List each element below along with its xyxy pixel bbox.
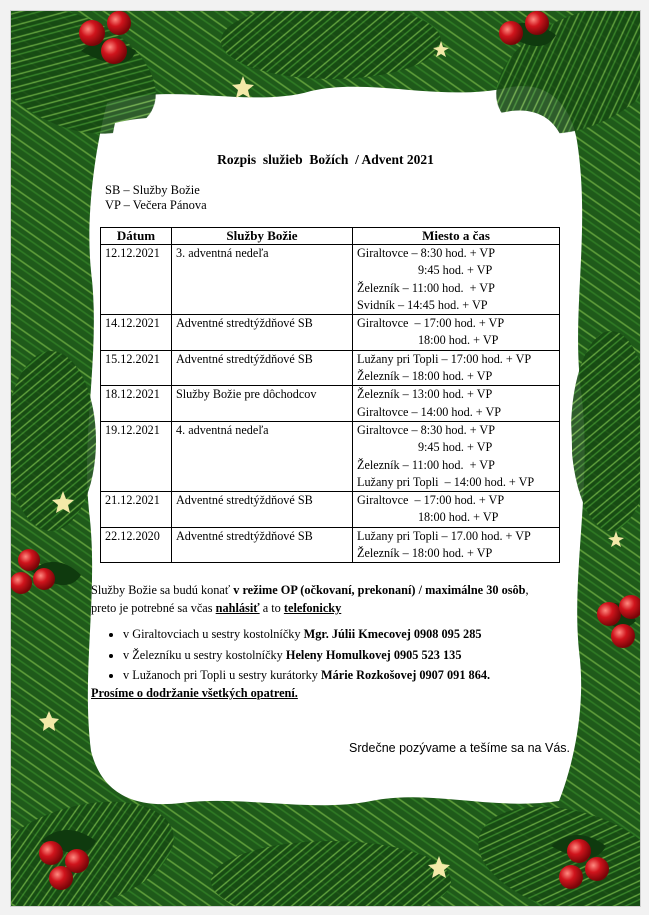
place-time-line: 9:45 hod. + VP [357, 263, 493, 278]
date-cell: 14.12.2021 [101, 315, 172, 351]
service-cell: Adventné stredtýždňové SB [172, 492, 353, 528]
table-row [101, 492, 560, 528]
date-cell: 22.12.2020 [101, 527, 172, 563]
table-row [101, 386, 560, 422]
table-row [101, 527, 560, 563]
date-cell: 12.12.2021 [101, 245, 172, 315]
date-cell: 19.12.2021 [101, 421, 172, 491]
service-cell: 4. adventná nedeľa [172, 421, 353, 491]
contact-location: v Giraltovciach u sestry kostolníčky [123, 627, 304, 641]
place-time-line: Lužany pri Topli – 17.00 hod. + VP [357, 528, 531, 543]
place-time-line: 9:45 hod. + VP [357, 440, 493, 455]
place-time-line: Giraltovce – 14:00 hod. + VP [357, 404, 502, 419]
date-cell: 15.12.2021 [101, 350, 172, 386]
column-header-place-time: Miesto a čas [353, 228, 560, 245]
place-time-cell [353, 386, 560, 422]
place-time-cell [353, 350, 560, 386]
place-time-line: Giraltovce – 17:00 hod. + VP [357, 493, 505, 508]
column-header-service: Služby Božie [172, 228, 353, 245]
place-time-line: Železník – 13:00 hod. + VP [357, 387, 493, 402]
contact-name-phone: Mgr. Júlii Kmecovej 0908 095 285 [303, 627, 482, 641]
service-cell: Adventné stredtýždňové SB [172, 315, 353, 351]
document-page [10, 10, 641, 907]
place-time-line: 18:00 hod. + VP [357, 333, 499, 348]
list-item [123, 665, 490, 686]
invitation: Srdečne pozývame a tešíme sa na Vás. [349, 741, 570, 755]
place-time-line: Železník – 11:00 hod. + VP [357, 280, 495, 295]
place-time-line: Svidník – 14:45 hod. + VP [357, 297, 488, 312]
contact-list [91, 624, 490, 686]
notice-text: preto je potrebné sa včas [91, 601, 216, 615]
table-row [101, 315, 560, 351]
table-header-row [101, 228, 560, 245]
place-time-line: 18:00 hod. + VP [357, 510, 499, 525]
place-time-line: Železník – 11:00 hod. + VP [357, 457, 495, 472]
schedule-table-body [101, 245, 560, 563]
list-item [123, 624, 490, 645]
notice-line-1 [91, 581, 529, 599]
notice-text: , [525, 583, 529, 597]
schedule-table [100, 227, 560, 563]
notice-line-2 [91, 599, 341, 617]
closing-note: Prosíme o dodržanie všetkých opatrení. [91, 686, 298, 700]
table-row [101, 421, 560, 491]
notice-text: Služby Božie sa budú konať [91, 583, 234, 597]
place-time-line: Giraltovce – 8:30 hod. + VP [357, 422, 495, 437]
contact-name-phone: Heleny Homulkovej 0905 523 135 [285, 647, 462, 662]
notice-regime: v režime OP (očkovaní, prekonaní) / maximálne 30 osôb [233, 583, 526, 597]
list-item [123, 645, 490, 666]
place-time-cell [353, 421, 560, 491]
column-header-date: Dátum [101, 228, 172, 245]
date-cell: 18.12.2021 [101, 386, 172, 422]
service-cell: 3. adventná nedeľa [172, 245, 353, 315]
place-time-line: Železník – 18:00 hod. + VP [357, 546, 493, 561]
notice-text: a to [259, 601, 284, 615]
notice-by-phone: telefonicky [283, 601, 342, 615]
service-cell: Adventné stredtýždňové SB [172, 350, 353, 386]
table-row [101, 350, 560, 386]
schedule-content [11, 11, 640, 906]
service-cell: Adventné stredtýždňové SB [172, 527, 353, 563]
place-time-line: Lužany pri Topli – 14:00 hod. + VP [357, 474, 535, 489]
place-time-cell [353, 245, 560, 315]
place-time-line: Giraltovce – 8:30 hod. + VP [357, 246, 495, 260]
abbreviation-sb: SB – Služby Božie [105, 183, 200, 197]
place-time-cell [353, 527, 560, 563]
abbreviation-vp: VP – Večera Pánova [105, 198, 207, 212]
contact-name-phone: Márie Rozkošovej 0907 091 864. [321, 668, 491, 682]
date-cell: 21.12.2021 [101, 492, 172, 528]
service-cell: Služby Božie pre dôchodcov [172, 386, 353, 422]
place-time-cell [353, 315, 560, 351]
table-row [101, 245, 560, 315]
place-time-line: Giraltovce – 17:00 hod. + VP [357, 316, 505, 331]
notice-register: nahlásiť [215, 601, 260, 615]
contact-location: v Železníku u sestry kostolníčky [123, 647, 286, 662]
page-title: Rozpis služieb Božích / Advent 2021 [217, 152, 434, 167]
contact-location: v Lužanoch pri Topli u sestry kurátorky [123, 668, 322, 682]
place-time-line: Lužany pri Topli – 17:00 hod. + VP [357, 351, 532, 366]
place-time-line: Železník – 18:00 hod. + VP [357, 369, 493, 384]
place-time-cell [353, 492, 560, 528]
